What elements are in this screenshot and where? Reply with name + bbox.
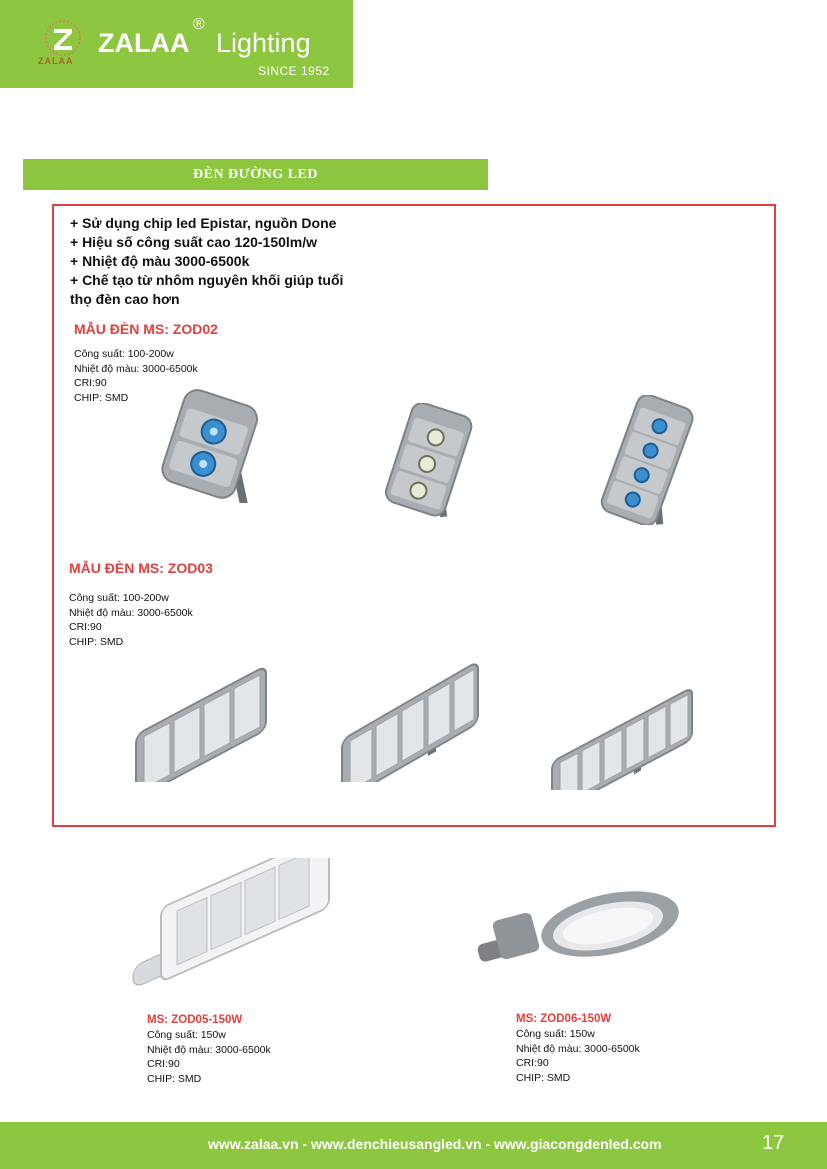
zod06-street-light bbox=[470, 882, 690, 992]
spec-line: Nhiệt độ màu: 3000-6500k bbox=[69, 606, 193, 619]
spec-line: CRI:90 bbox=[74, 377, 107, 389]
header-banner bbox=[0, 0, 353, 88]
spec-line: Nhiệt độ màu: 3000-6500k bbox=[147, 1043, 271, 1056]
page-number: 17 bbox=[762, 1132, 785, 1154]
zalaa-logo-icon bbox=[36, 18, 90, 76]
spec-line: CRI:90 bbox=[147, 1058, 180, 1070]
model-title-zod02: MẪU ĐÈN MS: ZOD02 bbox=[74, 321, 218, 337]
spec-line: Nhiệt độ màu: 3000-6500k bbox=[516, 1042, 640, 1055]
feature-item: + Sử dụng chip led Epistar, nguồn Done bbox=[70, 215, 337, 231]
feature-item: thọ đèn cao hơn bbox=[70, 291, 180, 307]
since-label: SINCE 1952 bbox=[258, 64, 330, 78]
footer-bar bbox=[0, 1122, 827, 1169]
spec-line: Nhiệt độ màu: 3000-6500k bbox=[74, 362, 198, 375]
feature-item: + Chế tạo từ nhôm nguyên khối giúp tuổi bbox=[70, 272, 344, 288]
footer-links: www.zalaa.vn - www.denchieusangled.vn - www.giacongdenled.com bbox=[208, 1136, 662, 1152]
spec-line: CHIP: SMD bbox=[69, 635, 124, 648]
spec-zod05 bbox=[147, 1028, 271, 1086]
brand-name bbox=[98, 16, 311, 59]
model-title-zod03: MẪU ĐÈN MS: ZOD03 bbox=[69, 560, 213, 576]
spec-line: Công suất: 150w bbox=[147, 1029, 226, 1041]
spec-line: CHIP: SMD bbox=[516, 1071, 571, 1084]
feature-item: + Hiệu số công suất cao 120-150lm/w bbox=[70, 234, 318, 250]
zod03-lamp-5-module bbox=[338, 660, 483, 782]
section-bar bbox=[23, 159, 488, 190]
zod03-lamp-6-module bbox=[548, 680, 700, 790]
zod02-lamp-2-module bbox=[150, 388, 275, 503]
spec-line: CHIP: SMD bbox=[147, 1072, 202, 1085]
zod05-street-light bbox=[125, 858, 335, 993]
model-title-zod06: MS: ZOD06-150W bbox=[516, 1013, 612, 1025]
spec-line: CRI:90 bbox=[516, 1057, 549, 1069]
spec-line: Công suất: 100-200w bbox=[69, 592, 169, 604]
registered-mark: ® bbox=[193, 16, 205, 33]
feature-list bbox=[70, 214, 343, 309]
spec-line: Công suất: 150w bbox=[516, 1028, 595, 1040]
spec-line: Công suất: 100-200w bbox=[74, 348, 174, 360]
zod03-lamp-4-module bbox=[130, 662, 275, 782]
section-title: ĐÈN ĐƯỜNG LED bbox=[193, 167, 318, 182]
spec-zod06 bbox=[516, 1027, 640, 1085]
spec-line: CRI:90 bbox=[69, 621, 102, 633]
spec-line: CHIP: SMD bbox=[74, 391, 129, 404]
feature-item: + Nhiệt độ màu 3000-6500k bbox=[70, 253, 250, 269]
brand-word: ZALAA bbox=[98, 28, 189, 58]
spec-zod03 bbox=[69, 591, 193, 649]
zod02-lamp-4-module bbox=[580, 395, 708, 525]
logo-text: ZALAA bbox=[38, 56, 74, 66]
brand-suffix: Lighting bbox=[216, 28, 311, 58]
model-title-zod05: MS: ZOD05-150W bbox=[147, 1014, 243, 1026]
zod02-lamp-3-module bbox=[378, 403, 480, 518]
